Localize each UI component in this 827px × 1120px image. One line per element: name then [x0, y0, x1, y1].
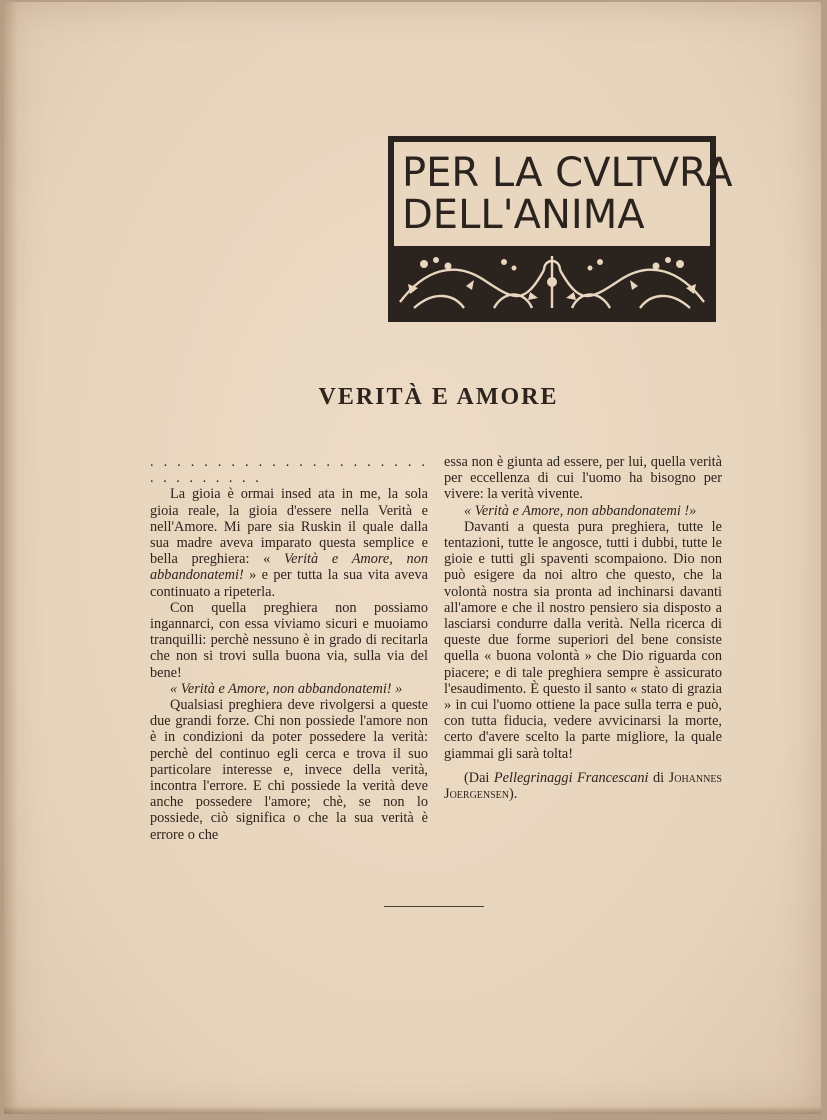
citation-author: Johannes Joergensen [444, 769, 722, 803]
citation-work: Pellegrinaggi Francescani [493, 769, 649, 786]
citation-text: di [648, 769, 669, 786]
paragraph: essa non è giunta ad essere, per lui, quella verità per eccellenza di cui l'uomo ha bisogno per vivere: la verità vivente. [444, 454, 722, 503]
header-line-1: PER LA CVLTVRA [402, 150, 733, 196]
page-bottom-shadow [4, 1106, 821, 1114]
header-title-panel [394, 142, 733, 246]
floral-ornament-icon [394, 250, 710, 314]
source-citation [444, 770, 722, 802]
paragraph: Con quella preghiera non possiamo ingannarci, con essa viviamo sicuri e muoiamo tranquilli: perchè nessuno è in grado di recitarla che non si trovi sulla buona via, sulla via del bene! [150, 599, 428, 681]
page-edge-shadow [4, 2, 18, 1114]
prayer-quote: « Verità e Amore, non abbandonatemi !» [464, 502, 697, 519]
paragraph-text: » e per tutta la sua vita aveva continuato a ripeterla. [150, 567, 428, 600]
ellipsis-dots: . . . . . . . . . . . . . . . . . . . . . . . . . . . . . . [150, 454, 428, 487]
paragraph [150, 486, 428, 599]
prayer-quote: « Verità e Amore, non abbandonatemi! » [170, 680, 403, 697]
paragraph-text: La gioia è ormai insed ata in me, la sola gioia reale, la gioia d'essere nella Verità e nell'Amore. Mi pare sia Ruskin il quale dalla sua madre aveva imparato questa semplice e bella preghiera: « [150, 486, 428, 568]
citation-text: (Dai [464, 769, 494, 786]
left-column [150, 454, 428, 843]
header-line-2: DELL'ANIMA [402, 192, 645, 238]
header-woodcut [388, 136, 733, 322]
right-column [444, 454, 722, 802]
citation-text: ). [509, 786, 518, 803]
divider-rule [384, 906, 484, 907]
paragraph: Davanti a questa pura preghiera, tutte le tentazioni, tutte le angosce, tutti i dubbi, tutte le gioie e tutti gli spaventi scompaiono. Dio non può esigere da noi altro che questo, che la volontà nostra sia pronta ad inchinarsi davanti all'amore e che il nostro pensiero sia disposto a lasciarsi condurre dalla verità. Nella ricerca di queste due forme superiori del bene consiste quella « buona volontà » che Dio riguarda con piacere; e di tale preghiera sempre è assicurato l'esaudimento. È questo il santo « stato di grazia » in cui l'uomo ottiene la pace sulla terra e può, con tutta fiducia, vedere avvicinarsi la morte, certo d'avere scelto la parte migliore, la quale giammai gli sarà tolta! [444, 518, 722, 762]
paragraph: Qualsiasi preghiera deve rivolgersi a queste due grandi forze. Chi non possiede l'amore non è in condizioni da poter possedere la verità: perchè del continuo egli cerca e trova il suo particolare interesse e, invece della verità, incontra l'errore. E chi possiede la verità deve anche possedere l'amore; chè, se non lo possiede, ciò significa o che la sua verità è errore o che [150, 697, 428, 843]
prayer-quote: Verità e Amore, non abbandonatemi! [150, 551, 429, 584]
article-title: VERITÀ E AMORE [318, 384, 559, 410]
